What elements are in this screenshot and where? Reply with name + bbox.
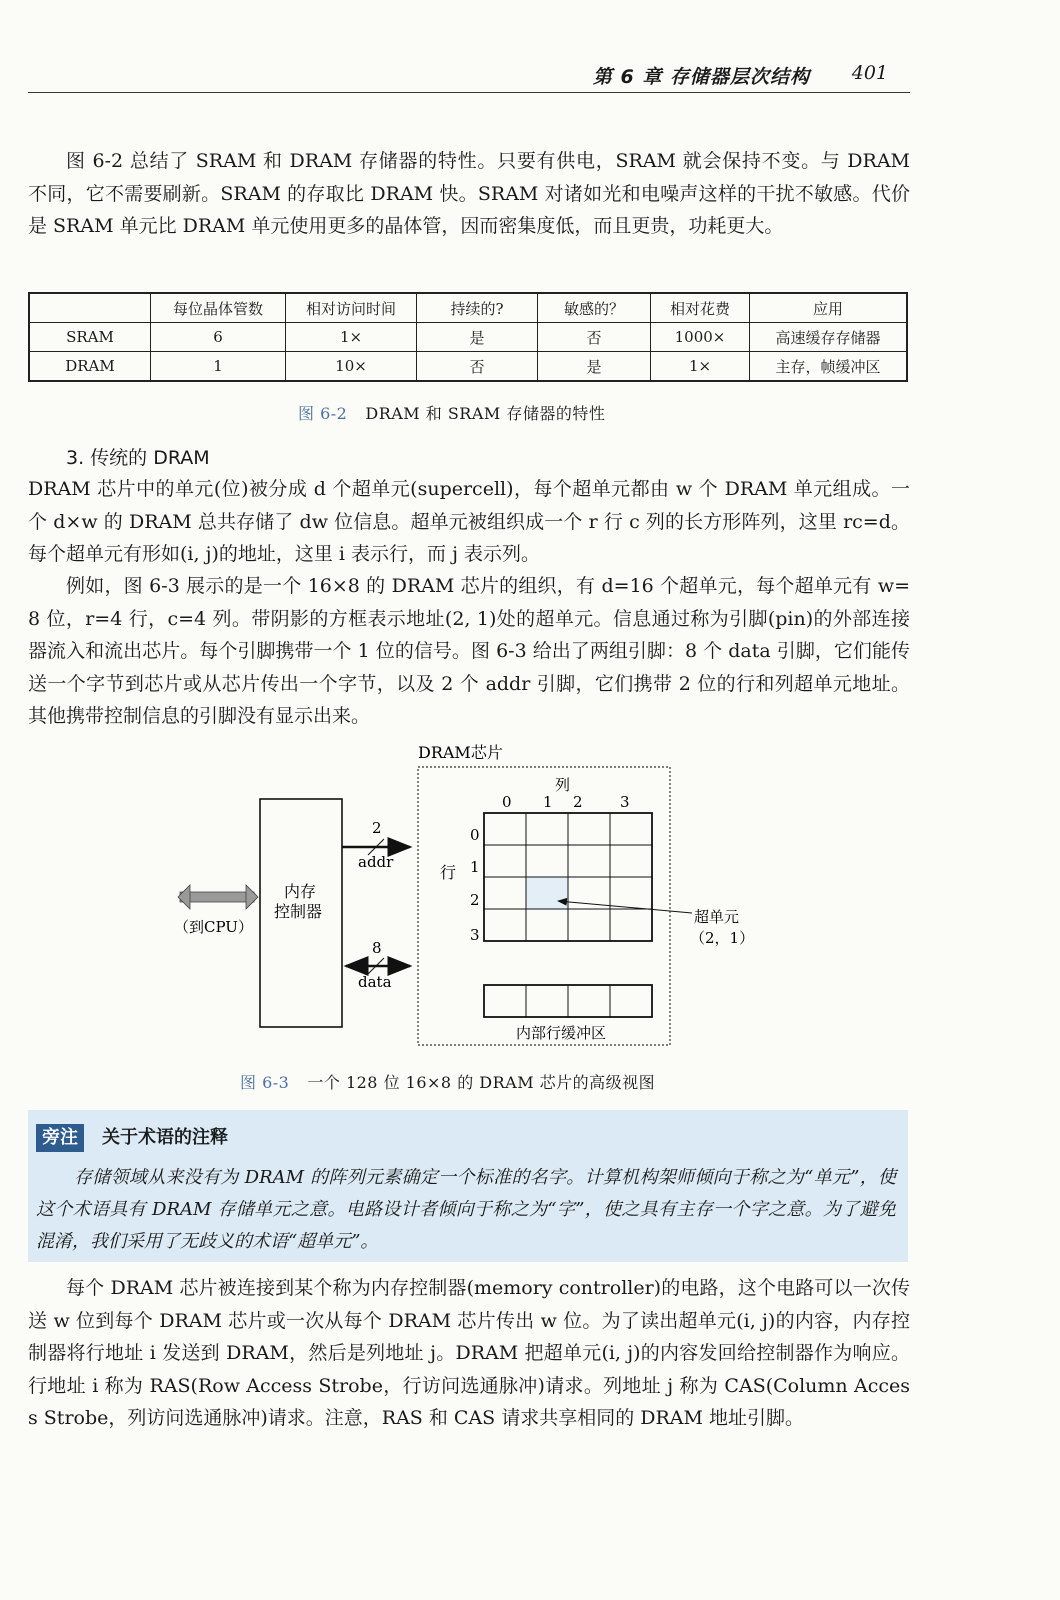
section-title: 3. 传统的 DRAM: [66, 447, 210, 469]
supercell: [568, 845, 610, 877]
page-number: 401: [851, 62, 888, 84]
figure-caption-text: DRAM 和 SRAM 存储器的特性: [365, 404, 606, 423]
table-header: 每位晶体管数: [151, 293, 286, 323]
table-header: [29, 293, 151, 323]
supercell: [484, 877, 526, 909]
table-cell: 是: [417, 323, 538, 352]
table-row: [29, 352, 907, 382]
table-header: 敏感的？: [538, 293, 651, 323]
column-number: 3: [620, 793, 630, 811]
data-bit-count: 8: [372, 939, 382, 957]
table-cell: 主存，帧缓冲区: [750, 352, 908, 382]
table-cell: 否: [417, 352, 538, 382]
supercell: [484, 909, 526, 941]
table-cell: 1: [151, 352, 286, 382]
page-header: [28, 58, 910, 93]
table-header: 相对花费: [651, 293, 750, 323]
cpu-label: （到CPU）: [174, 918, 253, 936]
supercell-shaded: [526, 877, 568, 909]
supercell: [484, 813, 526, 845]
dram-chip-diagram: [0, 735, 1060, 1065]
supercell: [568, 813, 610, 845]
table-cell: 1×: [286, 323, 417, 352]
intro-paragraph: 图 6-2 总结了 SRAM 和 DRAM 存储器的特性。只要有供电，SRAM 就会保持不变。与 DRAM 不同，它不需要刷新。SRAM 的存取比 DRAM 快。SRAM 对诸如光和电噪声这样的干扰不敏感。代价是 SRAM 单元比 DRAM 单元使用更多的晶体管，因而密集度低，而且更贵，功耗更大。: [28, 150, 910, 237]
table-header: 持续的?: [417, 293, 538, 323]
cpu-bus: [180, 892, 254, 902]
cpu-bus-arrow-left: [178, 885, 190, 909]
table-row: [29, 323, 907, 352]
supercell: [610, 845, 652, 877]
supercell: [568, 909, 610, 941]
table-cell: 否: [538, 323, 651, 352]
supercell: [610, 813, 652, 845]
table-cell: SRAM: [29, 323, 151, 352]
addr-bit-count: 2: [372, 819, 382, 837]
column-axis-label: 列: [555, 776, 571, 794]
figure-label: 图 6-3: [240, 1073, 290, 1092]
data-label: data: [358, 973, 392, 991]
table-header: 相对访问时间: [286, 293, 417, 323]
chip-label: DRAM芯片: [418, 743, 503, 762]
table-cell: 1000×: [651, 323, 750, 352]
column-number: 2: [573, 793, 583, 811]
supercell: [526, 813, 568, 845]
column-number: 0: [502, 793, 512, 811]
row-axis-label: 行: [440, 863, 457, 882]
supercell: [610, 877, 652, 909]
row-number: 0: [470, 826, 480, 844]
aside-tag: 旁注: [36, 1124, 84, 1152]
supercell-address: （2，1）: [690, 929, 755, 947]
addr-label: addr: [358, 853, 394, 871]
supercell: [610, 909, 652, 941]
table-header: 应用: [750, 293, 908, 323]
aside-title: 关于术语的注释: [102, 1127, 228, 1148]
final-paragraph: 每个 DRAM 芯片被连接到某个称为内存控制器(memory controller)的电路，这个电路可以一次传送 w 位到每个 DRAM 芯片或一次从每个 DRAM 芯片传出 w 位。为了读出超单元(i, j)的内容，内存控制器将行地址 i 发送到 DRAM，然后是列地址 j。DRAM 把超单元(i, j)的内容发回给控制器作为响应。行地址 i 称为 RAS(Row Access Strobe，行访问选通脉冲)请求。列地址 j 称为 CAS(Column Access Strobe，列访问选通脉冲)请求。注意，RAS 和 CAS 请求共享相同的 DRAM 地址引脚。: [28, 1277, 910, 1429]
supercell: [526, 845, 568, 877]
supercell-pointer-arrow: [558, 901, 692, 913]
section-paragraph-2: 例如，图 6-3 展示的是一个 16×8 的 DRAM 芯片的组织，有 d=16 个超单元，每个超单元有 w=8 位，r=4 行，c=4 列。带阴影的方框表示地址(2, 1)处的超单元。信息通过称为引脚(pin)的外部连接器流入和流出芯片。每个引脚携带一个 1 位的信号。图 6-3 给出了两组引脚：8 个 data 引脚，它们能传送一个字节到芯片或从芯片传出一个字节，以及 2 个 addr 引脚，它们携带 2 位的行和列超单元地址。其他携带控制信息的引脚没有显示出来。: [28, 575, 910, 727]
figure-caption-text: 一个 128 位 16×8 的 DRAM 芯片的高级视图: [307, 1073, 656, 1092]
column-number: 1: [543, 793, 553, 811]
supercell: [526, 909, 568, 941]
table-header-row: [29, 293, 907, 323]
table-cell: 高速缓存存储器: [750, 323, 908, 352]
figure-6-3-caption: [240, 1070, 655, 1093]
table-cell: 6: [151, 323, 286, 352]
table-cell: 1×: [651, 352, 750, 382]
figure-6-2-caption: [298, 401, 605, 424]
table-cell: 是: [538, 352, 651, 382]
supercell-label: 超单元: [694, 908, 740, 926]
section-paragraph-1: DRAM 芯片中的单元(位)被分成 d 个超单元(supercell)，每个超单元都由 w 个 DRAM 单元组成。一个 d×w 的 DRAM 总共存储了 dw 位信息。超单元被组织成一个 r 行 c 列的长方形阵列，这里 rc=d。每个超单元有形如(i, j)的地址，这里 i 表示行，而 j 表示列。: [28, 478, 910, 565]
figure-label: 图 6-2: [298, 404, 348, 423]
supercell: [484, 845, 526, 877]
controller-label-line1: 内存: [284, 882, 317, 901]
row-number: 3: [470, 926, 480, 944]
cpu-bus-arrow-right: [246, 885, 258, 909]
aside-text: 存储领域从来没有为 DRAM 的阵列元素确定一个标准的名字。计算机构架师倾向于称之为“单元”，使这个术语具有 DRAM 存储单元之意。电路设计者倾向于称之为“字”，使之具有主存一个字之意。为了避免混淆，我们采用了无歧义的术语“超单元”。: [36, 1167, 896, 1252]
table-cell: 10×: [286, 352, 417, 382]
row-buffer-label: 内部行缓冲区: [516, 1024, 607, 1042]
row-number: 2: [470, 891, 480, 909]
row-number: 1: [470, 858, 480, 876]
supercell-array: [484, 813, 652, 941]
table-cell: DRAM: [29, 352, 151, 382]
controller-label-line2: 控制器: [274, 902, 323, 921]
memory-characteristics-table: [28, 292, 908, 382]
chapter-title: 第 6 章 存储器层次结构: [592, 66, 810, 88]
